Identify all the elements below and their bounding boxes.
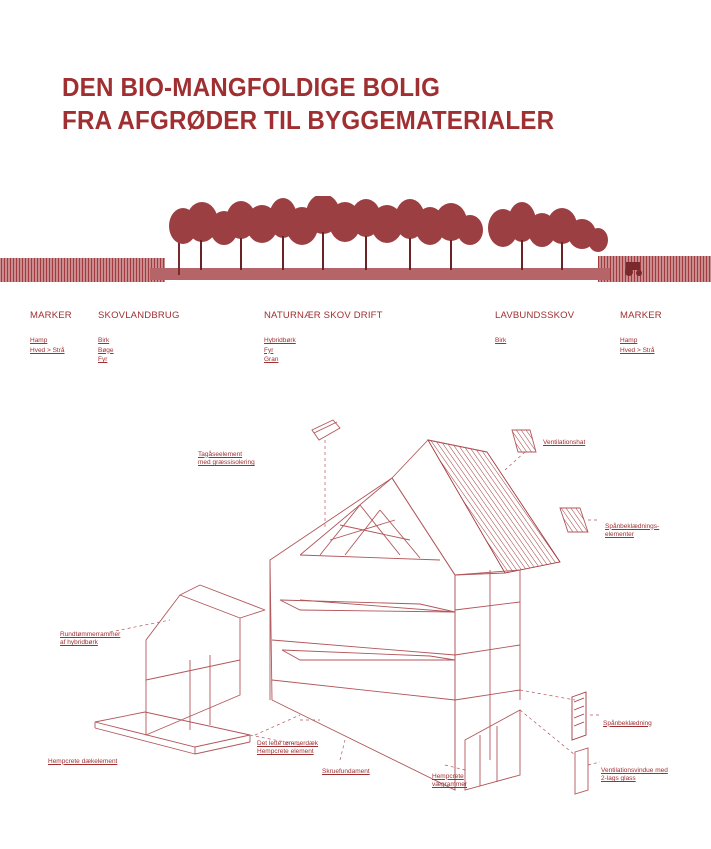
- callout-shingle-elements: [605, 514, 659, 548]
- shingle-board: [572, 692, 586, 740]
- callout-line: elementer: [605, 531, 634, 538]
- zone-item: Hved > Strå: [620, 346, 655, 354]
- callout-line: Det lette tømmerdæk: [257, 739, 319, 747]
- callout-roundwood-frames: [60, 622, 120, 656]
- callout-line: Hempcrete element: [257, 748, 314, 755]
- zone-heading: MARKER: [620, 310, 662, 321]
- zone-heading: NATURNÆR SKOV DRIFT: [264, 310, 383, 321]
- callout-hemp-deck: [48, 749, 117, 766]
- callout-line: Rundtømmerrammer: [60, 630, 121, 638]
- callout-shingle-cladding: [603, 711, 652, 728]
- callout-line: Ventilationsvindue med: [601, 766, 668, 774]
- ventilation-cap: [512, 430, 536, 452]
- hemp-deck-slab: [95, 712, 250, 754]
- callout-line: Spånbeklædning: [603, 719, 652, 727]
- zone-item: Fyr: [98, 356, 108, 363]
- callout-line: 2-lags glass: [601, 775, 636, 782]
- zone-heading: LAVBUNDSSKOV: [495, 310, 575, 321]
- callout-screw-foundation: [322, 759, 370, 776]
- window-frame: [575, 748, 588, 794]
- title-line-1: DEN BIO-MANGFOLDIGE BOLIG: [62, 72, 441, 102]
- zone-heading: MARKER: [30, 310, 72, 321]
- callout-line: med græssisolering: [198, 459, 255, 466]
- shingle-element-piece: [560, 508, 588, 532]
- zone-item: Hved > Strå: [30, 346, 65, 354]
- callout-line: af hybridbørk: [60, 639, 98, 646]
- roof-element-floating: [312, 420, 340, 440]
- callout-ventilation-cap: [543, 430, 585, 447]
- zone-item: Bøge: [98, 346, 114, 354]
- callout-line: Hempcrete dækelement: [48, 757, 118, 765]
- zone-item: Birk: [98, 337, 110, 344]
- zone-item: Fyr: [264, 346, 274, 354]
- zone-item: Hybridbørk: [264, 337, 296, 344]
- callout-hemp-wall: [432, 764, 467, 798]
- callout-line: vægrammer: [432, 781, 468, 788]
- roof-shingle-panel: [428, 440, 560, 573]
- side-wing-frame: [146, 585, 265, 735]
- zone-heading: SKOVLANDBRUG: [98, 310, 180, 321]
- callout-line: Ventilationshat: [543, 438, 586, 446]
- zone-item: Hamp: [620, 337, 638, 344]
- zone-item: Birk: [495, 337, 507, 344]
- zone-item: Gran: [264, 356, 279, 363]
- callout-ventilation-window: [601, 758, 668, 792]
- callout-line: Skruefundament: [322, 767, 370, 775]
- zone-item: Hamp: [30, 337, 48, 344]
- hemp-wall-frames: [465, 710, 520, 790]
- callout-line: Spånbeklædnings-: [605, 522, 660, 530]
- title-line-2: FRA AFGRØDER TIL BYGGEMATERIALER: [62, 105, 555, 135]
- callout-line: Hempcrete: [432, 772, 464, 780]
- callout-roof-element: [198, 442, 255, 476]
- callout-light-frame: [257, 731, 318, 765]
- callout-line: Tagåseelement: [198, 450, 243, 458]
